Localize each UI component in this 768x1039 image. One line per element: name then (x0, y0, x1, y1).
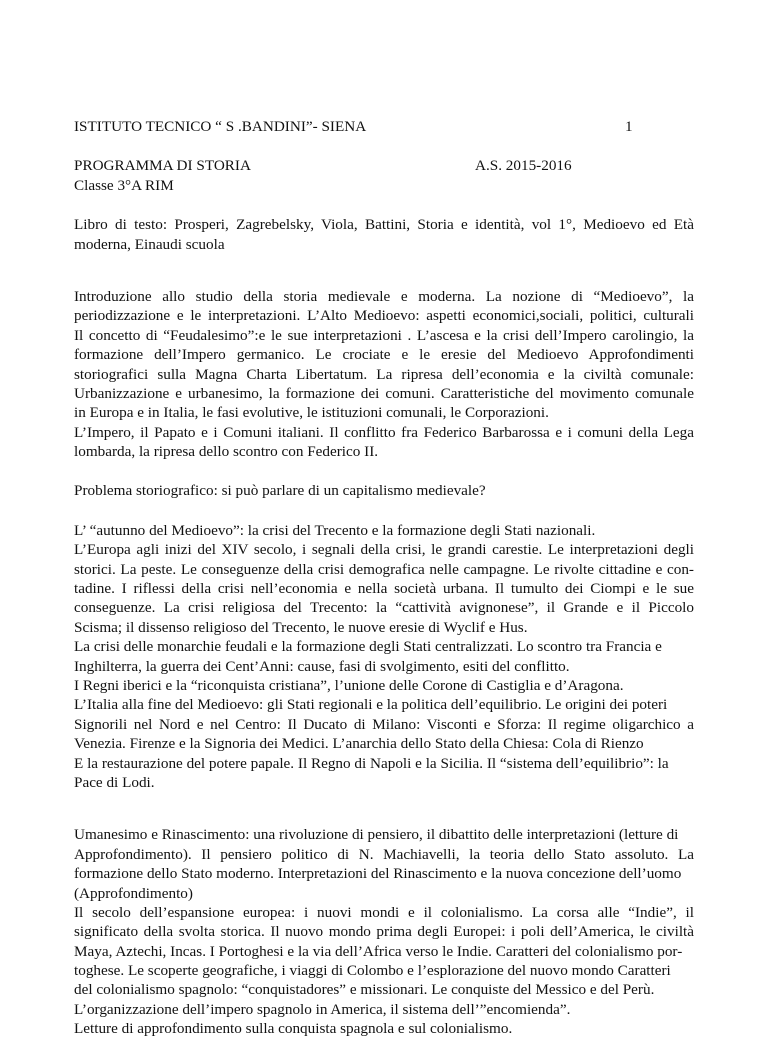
program-row (74, 156, 694, 175)
historiographic-problem (74, 481, 694, 500)
paragraph-line: Urbanizzazione e urbanesimo, la formazione dei comuni. Caratteristiche del movimento comunale (74, 384, 694, 402)
paragraph-line: Umanesimo e Rinascimento: una rivoluzione di pensiero, il dibattito delle interpretazioni (letture di (74, 826, 679, 844)
paragraph-line: Pace di Lodi. (74, 773, 155, 791)
paragraph-line: toghese. Le scoperte geografiche, i viaggi di Colombo e l’esplorazione del nuovo mondo Caratteri (74, 962, 671, 980)
paragraph-line: Venezia. Firenze e la Signoria dei Medici. L’anarchia dello Stato della Chiesa: Cola di Rienzo (74, 735, 644, 753)
late-middle-ages-paragraph (74, 521, 694, 792)
paragraph-line: periodizzazione e le interpretazioni. L’Alto Medioevo: aspetti economici,sociali, politici, culturali (74, 307, 694, 325)
paragraph-line: storiografici sulla Magna Charta Libertatum. La ripresa dell’economia e la civiltà comunale: (74, 365, 694, 383)
paragraph-line: significato della svolta storica. Il nuovo mondo prima degli Europei: i poli dell’America, le civiltà (74, 923, 694, 941)
paragraph-line: del colonialismo spagnolo: “conquistadores” e missionari. Le conquiste del Messico e del Perù. (74, 981, 655, 999)
paragraph-line: (Approfondimento) (74, 884, 193, 902)
paragraph-line: Il concetto di “Feudalesimo”:e le sue interpretazioni . L’ascesa e la crisi dell’Impero carolingio, la (74, 326, 694, 344)
paragraph-line: storici. La peste. Le conseguenze della crisi demografica nelle campagne. Le rivolte cittadine e con- (74, 560, 694, 578)
textbook-paragraph (74, 215, 694, 254)
paragraph-line: tadine. I riflessi della crisi nell’economia e nella società urbana. Il tumulto dei Ciompi e le sue (74, 580, 694, 598)
paragraph-line: in Europa e in Italia, le fasi evolutive, le istituzioni comunali, le Corporazioni. (74, 404, 549, 422)
paragraph-line: formazione dell’Impero germanico. Le crociate e le eresie del Medioevo Approfondimenti (74, 346, 694, 364)
paragraph-line: L’ “autunno del Medioevo”: la crisi del Trecento e la formazione degli Stati nazionali. (74, 521, 596, 539)
paragraph-line: L’organizzazione dell’impero spagnolo in America, il sistema dell’”encomienda”. (74, 1000, 571, 1018)
medieval-intro-paragraph (74, 287, 694, 462)
paragraph-line: Inghilterra, la guerra dei Cent’Anni: cause, fasi di svolgimento, esiti del conflitto. (74, 657, 570, 675)
paragraph-line: I Regni iberici e la “riconquista cristiana”, l’unione delle Corone di Castiglia e d’Aragona. (74, 676, 624, 694)
paragraph-line: La crisi delle monarchie feudali e la formazione degli Stati centralizzati. Lo scontro tra Francia e (74, 638, 662, 656)
school-name: ISTITUTO TECNICO “ S .BANDINI”- SIENA (74, 118, 367, 135)
paragraph-line: Letture di approfondimento sulla conquista spagnola e sul colonialismo. (74, 1020, 513, 1038)
school-year: A.S. 2015-2016 (475, 157, 572, 175)
textbook-line: Libro di testo: Prosperi, Zagrebelsky, Viola, Battini, Storia e identità, vol 1°, Medioevo ed Età (74, 216, 694, 234)
paragraph-line: Maya, Aztechi, Incas. I Portoghesi e la via dell’Africa verso le Indie. Caratteri del colonialismo por- (74, 942, 683, 960)
paragraph-line: E la restaurazione del potere papale. Il Regno di Napoli e la Sicilia. Il “sistema dell’equilibrio”: la (74, 754, 669, 772)
paragraph-line: L’Italia alla fine del Medioevo: gli Stati regionali e la politica dell’equilibrio. Le origini dei poteri (74, 696, 668, 714)
problem-text: Problema storiografico: si può parlare di un capitalismo medievale? (74, 482, 486, 500)
program-title: PROGRAMMA DI STORIA (74, 157, 251, 175)
paragraph-line: lombarda, la ripresa dello scontro con Federico II. (74, 443, 379, 461)
page-number: 1 (625, 118, 633, 135)
header-row (74, 117, 694, 136)
class-row (74, 176, 694, 195)
paragraph-line: L’Europa agli inizi del XIV secolo, i segnali della crisi, le grandi carestie. Le interpretazioni degli (74, 541, 694, 559)
document-page (74, 117, 694, 1039)
paragraph-line: Introduzione allo studio della storia medievale e moderna. La nozione di “Medioevo”, la (74, 287, 694, 305)
paragraph-line: Scisma; il dissenso religioso del Trecento, le nuove eresie di Wyclif e Hus. (74, 618, 528, 636)
paragraph-line: conseguenze. La crisi religiosa del Trecento: la “cattività avignonese”, il Grande e il Piccolo (74, 599, 694, 617)
paragraph-line: formazione dello Stato moderno. Interpretazioni del Rinascimento e la nuova concezione dell’uomo (74, 865, 682, 883)
paragraph-line: Approfondimento). Il pensiero politico di N. Machiavelli, la teoria dello Stato assoluto. La (74, 845, 694, 863)
paragraph-line: Signorili nel Nord e nel Centro: Il Ducato di Milano: Visconti e Sforza: Il regime oligarchico a (74, 715, 694, 733)
class-label: Classe 3°A RIM (74, 176, 174, 194)
paragraph-line: L’Impero, il Papato e i Comuni italiani. Il conflitto fra Federico Barbarossa e i comuni della Lega (74, 423, 694, 441)
renaissance-paragraph (74, 825, 694, 1038)
paragraph-line: Il secolo dell’espansione europea: i nuovi mondi e il colonialismo. La corsa alle “Indie”, il (74, 903, 694, 921)
textbook-line: moderna, Einaudi scuola (74, 235, 225, 253)
